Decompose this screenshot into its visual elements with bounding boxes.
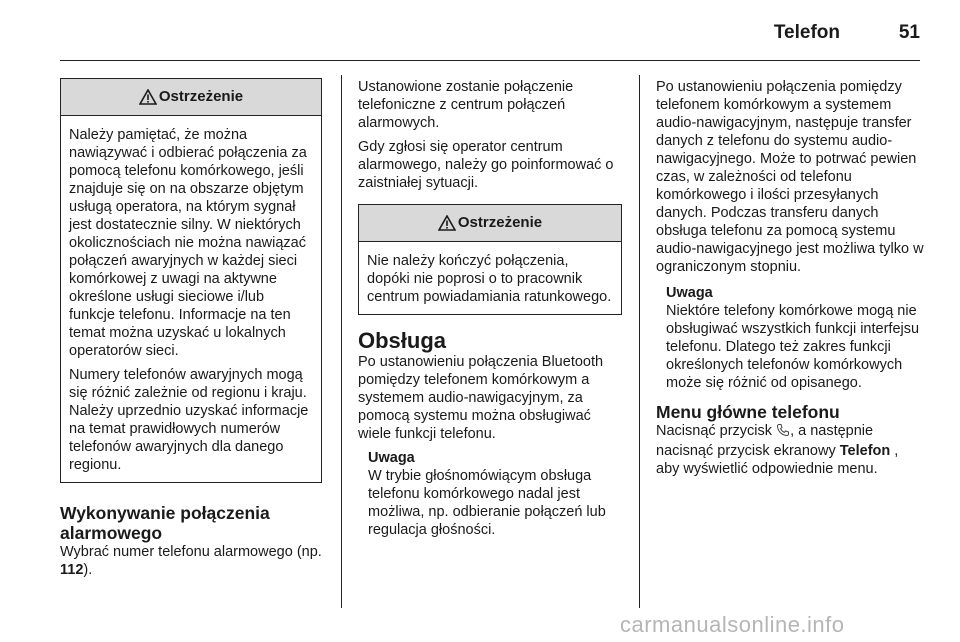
paragraph: Ustanowione zostanie połączenie telefoniczne z centrum połączeń alarmowych.	[358, 79, 574, 131]
warning-paragraph: Numery telefonów awaryjnych mogą się różnić zależnie od regionu i kraju. Należy uprzednio uzyskać informacje na temat prawidłowych numerów telefonów awaryjnych dla danego regionu.	[69, 367, 309, 473]
column-1	[60, 78, 322, 579]
warning-triangle-icon	[139, 89, 157, 105]
text-run: ).	[83, 562, 93, 578]
warning-triangle-icon	[438, 215, 456, 231]
paragraph: Po ustanowieniu połączenia pomiędzy telefonem komórkowym a systemem audio-nawigacyjnym, następuje transfer danych z telefonu do systemu audio-nawigacyjnego. Może to potrwać pewien czas, w zależności od telefonu komórkowego i ilości przesyłanych danych. Podczas transferu danych obsługa telefonu za pomocą systemu audio-nawigacyjnego jest możliwa tylko w ograniczonym stopniu.	[656, 79, 924, 275]
warning-box	[358, 204, 622, 315]
note-title: Uwaga	[666, 285, 713, 301]
note-text: W trybie głośnomówiącym obsługa telefonu komórkowego nadal jest możliwa, np. odbieranie połączeń lub regulacja głośności.	[368, 468, 606, 538]
text-run: , a następnie nacisnąć przycisk ekranowy	[656, 423, 874, 459]
section-heading-operation: Obsługa	[358, 328, 447, 353]
note-text: Niektóre telefony komórkowe mogą nie obsługiwać wszystkich funkcji interfejsu telefonu. Dlatego też zakres funkcji określonych telefonów komórkowych może się różnić od opisanego.	[666, 303, 920, 391]
paragraph: Gdy zgłosi się operator centrum alarmowego, należy go poinformować o zaistniałej sytuacji.	[358, 139, 614, 191]
header-rule	[60, 60, 920, 61]
watermark: carmanualsonline.info	[620, 612, 845, 637]
note	[358, 449, 622, 539]
column-divider-1	[341, 75, 342, 608]
text-run: Nacisnąć przycisk	[656, 423, 777, 439]
warning-label: Ostrzeżenie	[457, 214, 543, 231]
warning-label: Ostrzeżenie	[158, 88, 244, 105]
warning-body	[61, 116, 321, 482]
note-title: Uwaga	[368, 450, 415, 466]
column-2	[358, 78, 622, 545]
text-run: , aby wyświetlić odpowiednie menu.	[656, 443, 899, 477]
warning-body	[359, 242, 621, 314]
warning-header	[359, 205, 621, 242]
warning-paragraph: Nie należy kończyć połączenia, dopóki nie poprosi o to pracownik centrum powiadamiania ratunkowego.	[367, 253, 612, 305]
warning-header	[61, 79, 321, 116]
telefon-button-label: Telefon	[839, 443, 891, 459]
page-header	[0, 0, 960, 60]
emergency-instructions	[60, 543, 322, 579]
text-run: Wybrać numer telefonu alarmowego (np.	[60, 544, 322, 560]
section-heading-emergency: Wykonywanie połączenia alarmowego	[60, 503, 270, 543]
warning-paragraph: Należy pamiętać, że można nawiązywać i odbierać połączenia za pomocą telefonu komórkowego, jeśli znajduje się on na obszarze objętym usługą operatora, na którym sygnał jest dostatecznie silny. W niektórych okolicznościach nie można nawiązać połączeń awaryjnych w każdej sieci komórkowej z uwagi na aktywne określone usługi sieciowe i/lub funkcje telefonu. Informacje na ten temat można uzyskać u lokalnych operatorów sieci.	[69, 127, 307, 359]
main-menu-instructions	[656, 422, 924, 478]
column-divider-2	[639, 75, 640, 608]
paragraph: Po ustanowieniu połączenia Bluetooth pomiędzy telefonem komórkowym a systemem audio-nawigacyjnym, za pomocą systemu można obsługiwać wiele funkcji telefonu.	[358, 354, 604, 442]
page-number: 51	[898, 22, 920, 43]
warning-box	[60, 78, 322, 483]
section-title: Telefon	[773, 22, 840, 43]
section-heading-main-menu: Menu główne telefonu	[656, 402, 840, 422]
phone-handset-icon	[776, 423, 790, 442]
emergency-number: 112	[60, 562, 84, 578]
column-3	[656, 78, 924, 484]
note	[656, 284, 924, 392]
